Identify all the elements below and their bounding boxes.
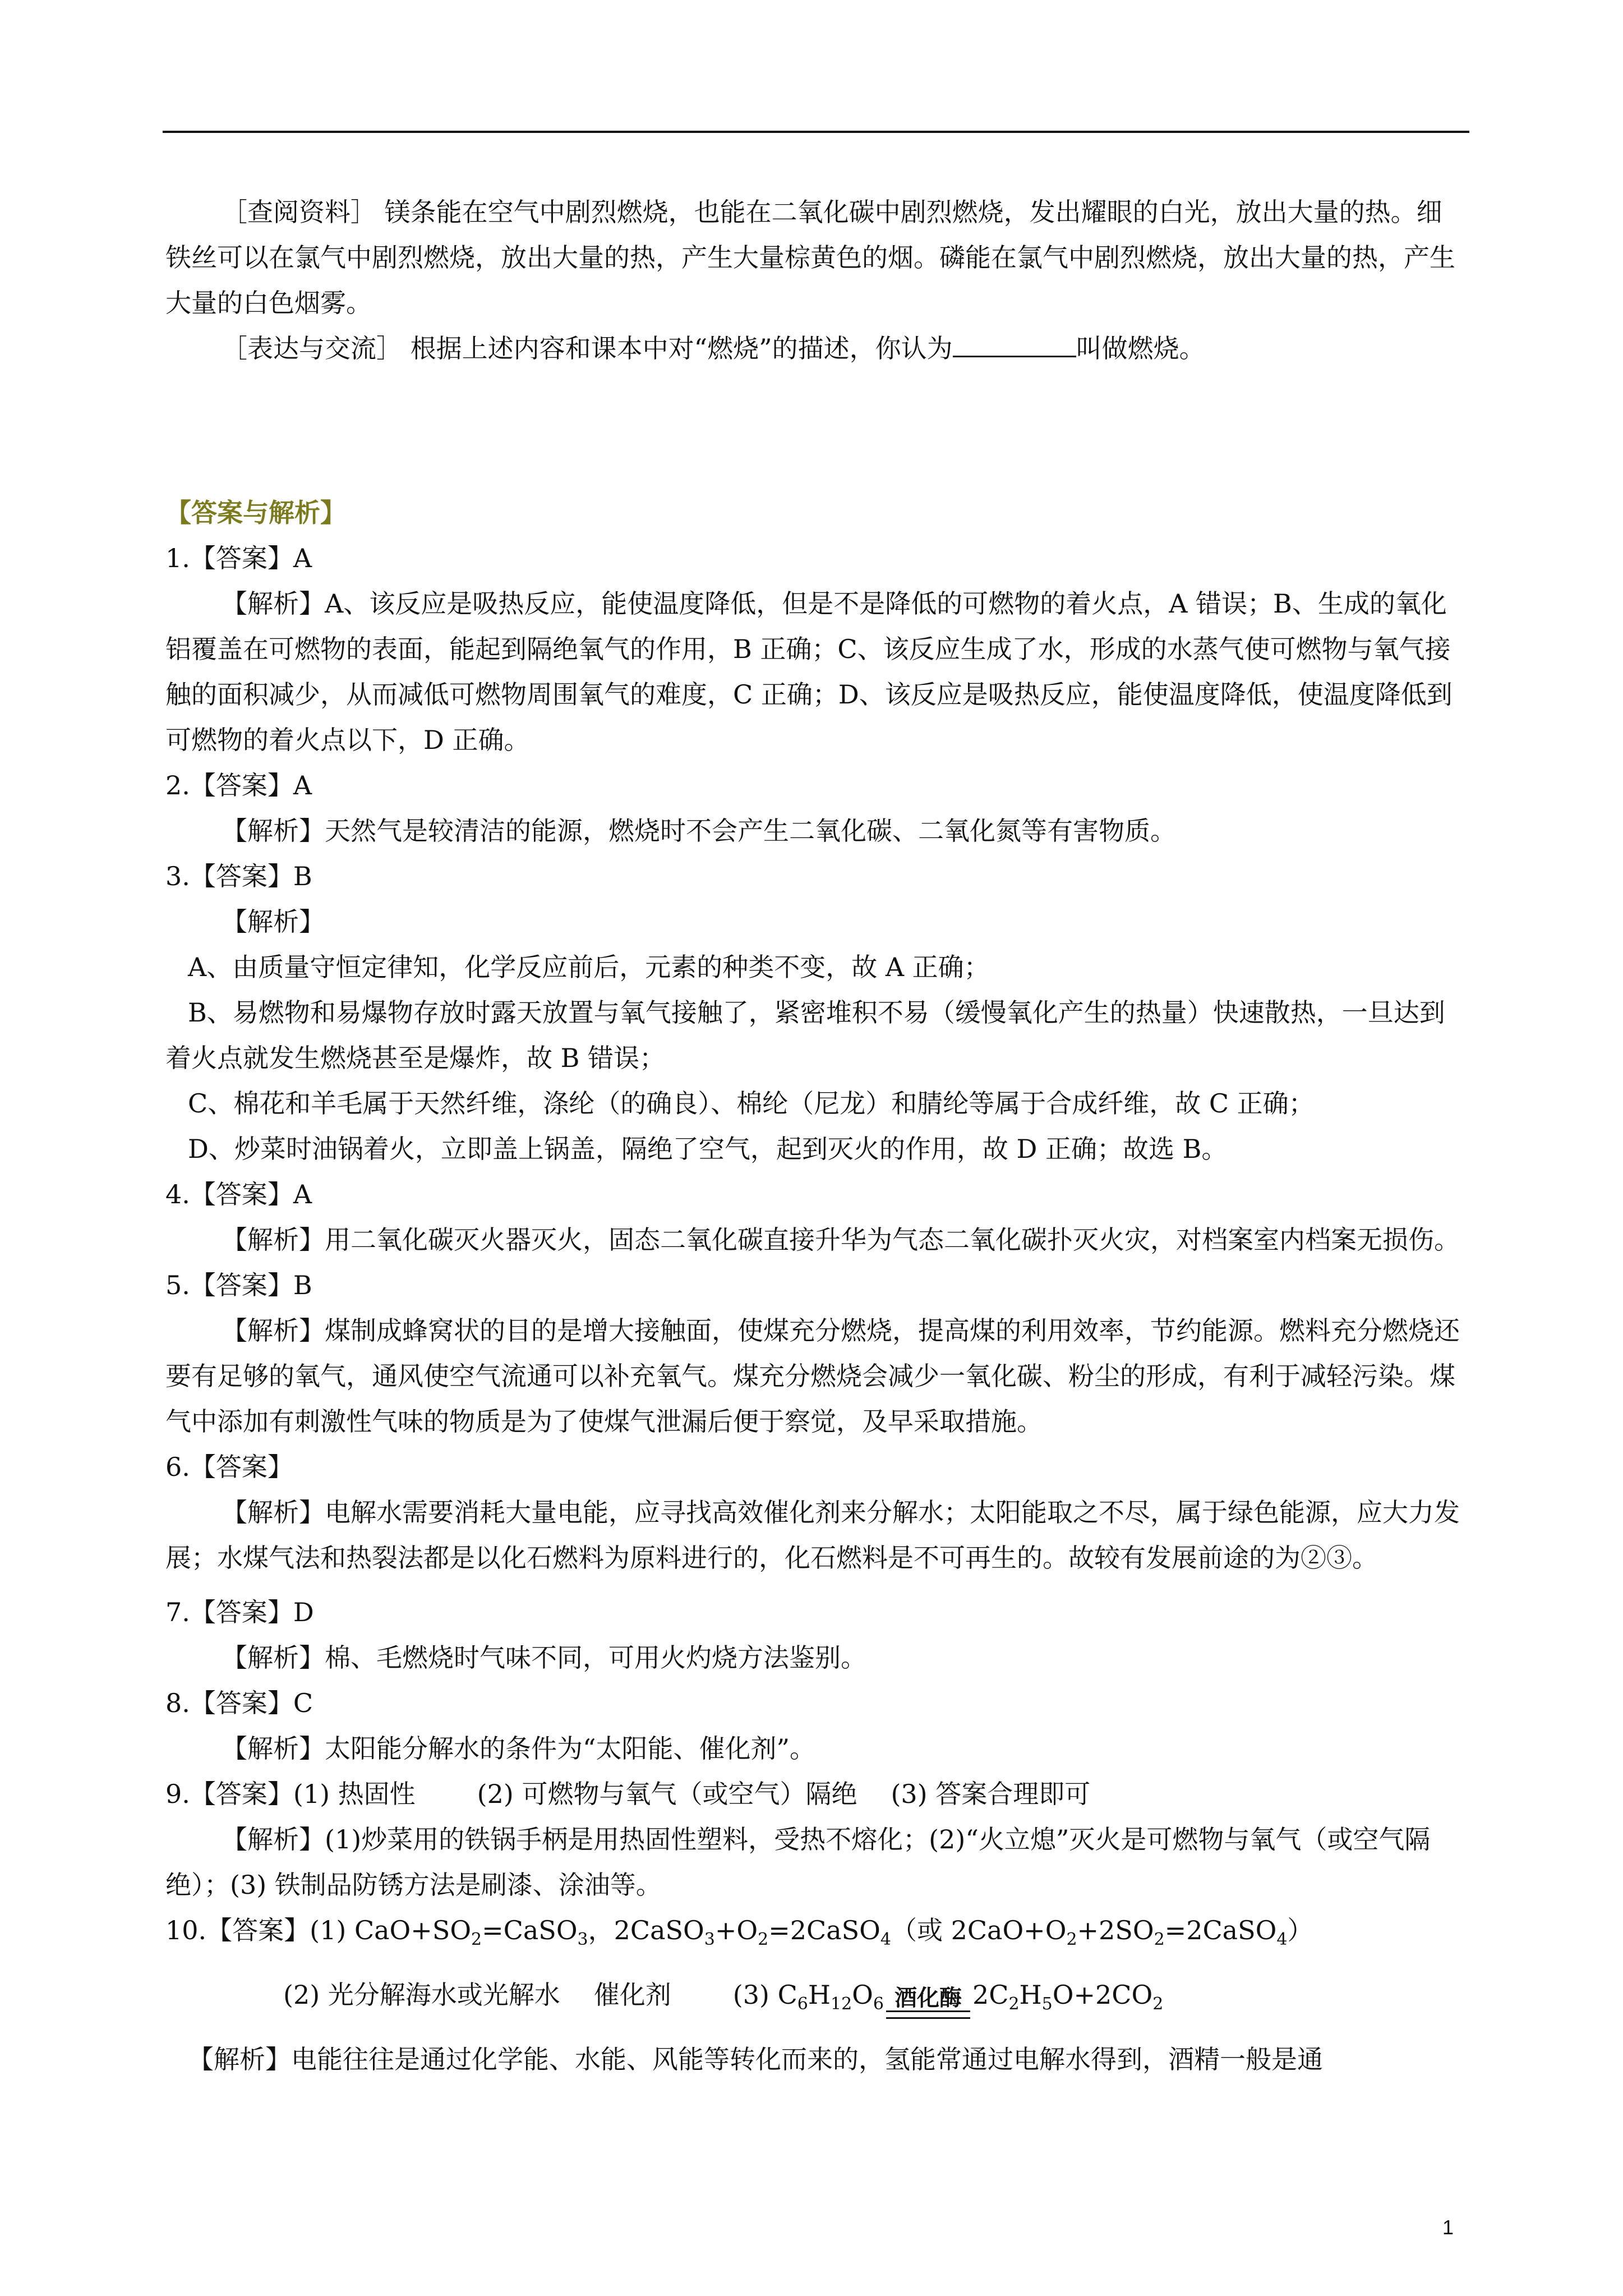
explanation-3-d: D、炒菜时油锅着火，立即盖上锅盖，隔绝了空气，起到灭火的作用，故 D 正确；故选 B。 (188, 1134, 1228, 1164)
explanation-3-b: B、易燃物和易爆物存放时露天放置与氧气接触了，紧密堆积不易（缓慢氧化产生的热量）快速散热，一旦达到着火点就发生燃烧甚至是爆炸，故 B 错误； (165, 997, 1445, 1073)
explanation-5: 【解析】煤制成蜂窝状的目的是增大接触面，使煤充分燃烧，提高煤的利用效率，节约能源。燃料充分燃烧还要有足够的氧气，通风使空气流通可以补充氧气。煤充分燃烧会减少一氧化碳、粉尘的形成，有利于减轻污染。煤气中添加有刺激性气味的物质是为了使煤气泄漏后便于察觉，及早采取措施。 (165, 1315, 1460, 1437)
explanation-3-c: C、棉花和羊毛属于天然纤维，涤纶（的确良）、棉纶（尼龙）和腈纶等属于合成纤维，故 C 正确； (188, 1088, 1315, 1119)
explanation-4: 【解析】用二氧化碳灭火器灭火，固态二氧化碳直接升华为气态二氧化碳扑灭火灾，对档案室内档案无损伤。 (222, 1225, 1460, 1255)
explanation-7: 【解析】棉、毛燃烧时气味不同，可用火灼烧方法鉴别。 (222, 1642, 866, 1673)
explanation-10: 【解析】电能往往是通过化学能、水能、风能等转化而来的，氢能常通过电解水得到，酒精一般是通 (188, 2044, 1323, 2075)
document-body (165, 190, 1467, 2082)
answer-3: 3.【答案】B (165, 861, 312, 891)
lookup-paragraph: ［查阅资料］ 镁条能在空气中剧烈燃烧，也能在二氧化碳中剧烈燃烧，发出耀眼的白光，放出大量的热。细铁丝可以在氯气中剧烈燃烧，放出大量的热，产生大量棕黄色的烟。磷能在氯气中剧烈燃烧，放出大量的热，产生大量的白色烟雾。 (165, 197, 1455, 318)
answer-6: 6.【答案】 (165, 1452, 293, 1482)
header-rule (163, 131, 1469, 133)
reaction-arrow: 酒化酶 (886, 1986, 970, 2032)
answer-9: 9.【答案】(1) 热固性 (2) 可燃物与氧气（或空气）隔绝 (3) 答案合理即可 (165, 1779, 1091, 1809)
page-number: 1 (1442, 2216, 1454, 2239)
explanation-3: 【解析】 (222, 907, 325, 937)
explanation-6: 【解析】电解水需要消耗大量电能，应寻找高效催化剂来分解水；太阳能取之不尽，属于绿色能源，应大力发展；水煤气法和热裂法都是以化石燃料为原料进行的，化石燃料是不可再生的。故较有发展前途的为②③。 (165, 1497, 1460, 1573)
answer-5: 5.【答案】B (165, 1270, 312, 1300)
explanation-8: 【解析】太阳能分解水的条件为“太阳能、催化剂”。 (222, 1733, 816, 1764)
answer-10-line-1: 10.【答案】(1) $CaO+SO_2=CaSO_3$，$2CaSO_3+O_2=2CaSO_4$（或 $2CaO+O_2+2SO_2=2CaSO_4$） (165, 1915, 1313, 1950)
express-paragraph: ［表达与交流］ 根据上述内容和课本中对“燃烧”的描述，你认为 叫做燃烧。 (222, 333, 1205, 364)
answer-1: 1.【答案】A (165, 543, 312, 573)
answer-10-line-2: (2) 光分解海水或光解水 催化剂 (3) $C_6H_{12}O_6$ 酒化酶 $2C_2H_5O+2CO_2$ (165, 1967, 1467, 2032)
answer-8: 8.【答案】C (165, 1688, 313, 1718)
explanation-9: 【解析】(1)炒菜用的铁锅手柄是用热固性塑料，受热不熔化；(2)“火立熄”灭火是可燃物与氧气（或空气隔绝）；(3) 铁制品防锈方法是刷漆、涂油等。 (165, 1824, 1431, 1900)
explanation-1: 【解析】A、该反应是吸热反应，能使温度降低，但是不是降低的可燃物的着火点，A 错误；B、生成的氧化铝覆盖在可燃物的表面，能起到隔绝氧气的作用，B 正确；C、该反应生成了水，形成的水蒸气使可燃物与氧气接触的面积减少，从而减低可燃物周围氧气的难度，C 正确；D、该反应是吸热反应，能使温度降低，使温度降低到可燃物的着火点以下，D 正确。 (165, 588, 1453, 755)
section-heading: 【答案与解析】 (165, 498, 346, 528)
explanation-2: 【解析】天然气是较清洁的能源，燃烧时不会产生二氧化碳、二氧化氮等有害物质。 (222, 816, 1176, 846)
fill-blank[interactable] (953, 333, 1076, 357)
answer-4: 4.【答案】A (165, 1179, 312, 1209)
explanation-3-a: A、由质量守恒定律知，化学反应前后，元素的种类不变，故 A 正确； (188, 952, 990, 982)
answer-7: 7.【答案】D (165, 1597, 314, 1627)
answer-2: 2.【答案】A (165, 770, 312, 800)
